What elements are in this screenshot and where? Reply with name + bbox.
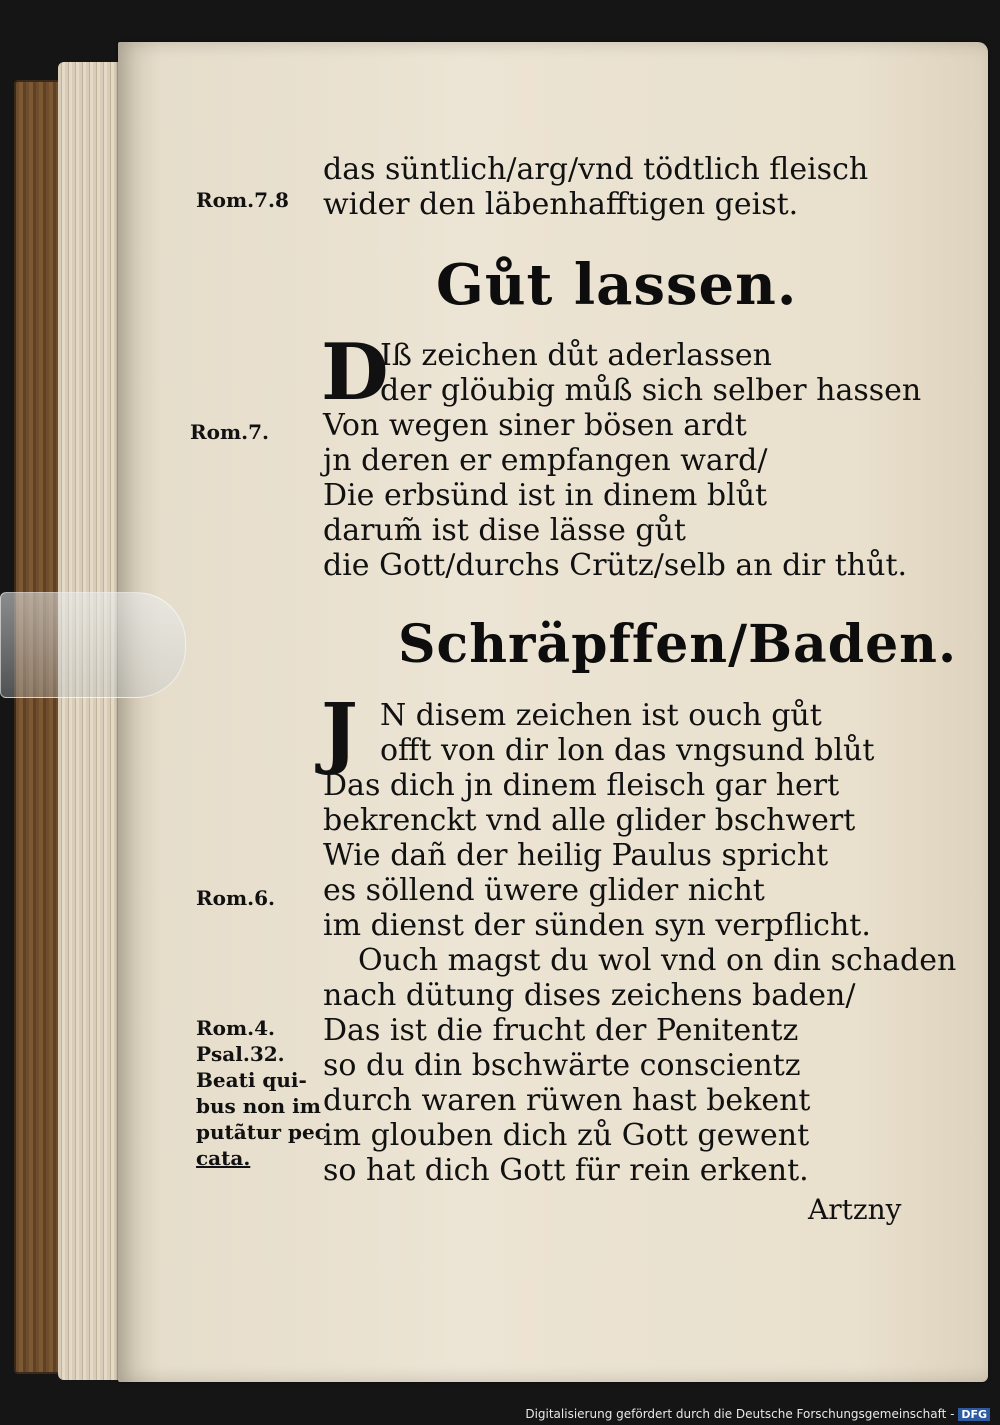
catchword: Artzny [808,1193,902,1226]
margin-note-rom-4: Rom.4. [196,1016,275,1040]
text-line-13: bekrenckt vnd alle glider bschwert [323,803,856,838]
text-line-5: Von wegen siner bösen ardt [323,408,747,443]
text-line-12: Das dich jn dinem fleisch gar hert [323,768,840,803]
text-line-3: Iß zeichen důt aderlassen [380,338,772,373]
text-line-21: durch waren rüwen hast bekent [323,1083,811,1118]
margin-note-beati-1: Beati qui- [196,1068,307,1092]
text-line-7: Die erbsünd ist in dinem blůt [323,478,768,513]
dfg-logo: DFG [958,1408,990,1421]
drop-initial-d: D [321,327,389,418]
margin-note-psal-32: Psal.32. [196,1042,285,1066]
text-line-10: N disem zeichen ist ouch gůt [380,698,822,733]
text-line-14: Wie dañ der heilig Paulus spricht [323,838,829,873]
margin-note-rom-7: Rom.7. [190,420,269,444]
book-page [118,42,988,1382]
text-line-20: so du din bschwärte conscientz [323,1048,801,1083]
footer-credit-text: Digitalisierung gefördert durch die Deutsche Forschungsgemeinschaft - [525,1407,955,1421]
drop-initial-j: J [321,687,358,778]
text-line-18: nach dütung dises zeichens baden/ [323,978,856,1013]
margin-note-beati-2: bus non im [196,1094,321,1118]
text-line-23: so hat dich Gott für rein erkent. [323,1153,809,1188]
margin-note-rom-7-8: Rom.7.8 [196,188,289,212]
digitization-credit [525,1407,990,1421]
text-line-11: offt von dir lon das vngsund blůt [380,733,875,768]
margin-note-beati-3: putãtur pec [196,1120,327,1144]
text-line-19: Das ist die frucht der Penitentz [323,1013,799,1048]
text-line-1: das süntlich/arg/vnd tödtlich fleisch [323,152,869,187]
text-line-8: darum̃ ist dise lässe gůt [323,513,686,548]
transparent-page-clip [0,592,186,698]
text-line-22: im glouben dich zů Gott gewent [323,1118,810,1153]
heading-schraepffen-baden: Schräpffen/Baden. [398,614,958,675]
text-line-15: es söllend üwere glider nicht [323,873,765,908]
text-line-6: jn deren er empfangen ward/ [323,443,768,478]
heading-gut-lassen: Gůt lassen. [436,252,798,318]
margin-note-beati-4: cata. [196,1146,251,1170]
text-line-17: Ouch magst du wol vnd on din schaden [358,943,957,978]
text-line-2: wider den läbenhafftigen geist. [323,187,799,222]
margin-note-rom-6: Rom.6. [196,886,275,910]
text-line-16: im dienst der sünden syn verpflicht. [323,908,871,943]
text-line-4: der glöubig můß sich selber hassen [380,373,922,408]
text-line-9: die Gott/durchs Crütz/selb an dir thůt. [323,548,908,583]
